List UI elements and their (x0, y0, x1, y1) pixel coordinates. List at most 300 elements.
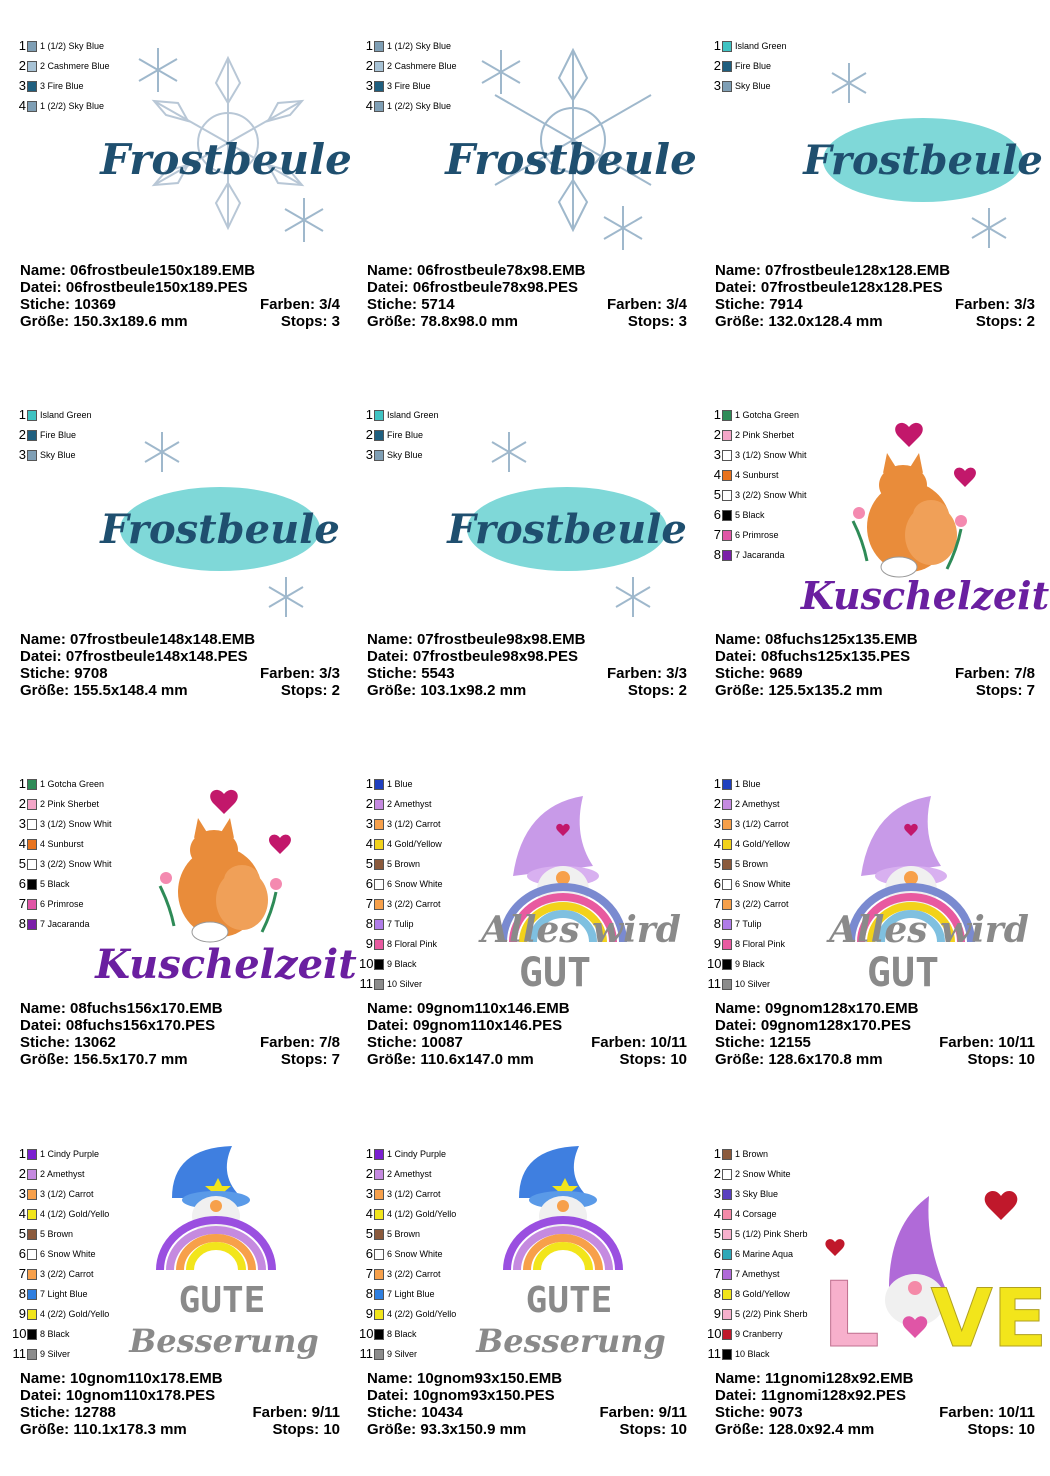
color-swatch (722, 1149, 732, 1160)
color-row (359, 1304, 456, 1324)
color-name: 7 Light Blue (40, 1289, 88, 1299)
color-index: 11 (359, 1346, 373, 1361)
color-swatch (374, 1249, 384, 1260)
color-name: 2 Amethyst (387, 1169, 432, 1179)
color-name: 4 (1/2) Gold/Yello (387, 1209, 457, 1219)
color-row (359, 1344, 456, 1364)
color-index: 1 (18, 38, 26, 53)
color-index: 3 (365, 78, 373, 93)
color-index: 2 (18, 427, 26, 442)
color-row (12, 1304, 109, 1324)
color-index: 4 (18, 836, 26, 851)
color-index: 6 (713, 876, 721, 891)
frostbeule-oval-artwork (100, 397, 346, 627)
color-swatch (374, 839, 384, 850)
stitch-count: 12788 (74, 1404, 116, 1421)
color-count: 10/11 (998, 1404, 1035, 1421)
design-size: 110.6x147.0 mm (420, 1051, 534, 1068)
stop-count: 10 (323, 1421, 340, 1438)
color-name: 5 Brown (387, 1229, 421, 1239)
file-name: 10gnom110x178.EMB (70, 1370, 223, 1387)
color-row (12, 874, 112, 894)
color-index: 1 (713, 38, 721, 53)
color-swatch (27, 1189, 37, 1200)
color-row (707, 854, 791, 874)
design-size: 132.0x128.4 mm (768, 313, 883, 330)
gnome-love-artwork (811, 1136, 1048, 1368)
color-name: 6 Primrose (40, 899, 84, 909)
color-row (707, 1284, 808, 1304)
color-row (707, 894, 791, 914)
color-index: 8 (713, 916, 721, 931)
color-row (359, 56, 457, 76)
color-row (12, 405, 92, 425)
color-row (707, 1344, 808, 1364)
color-index: 2 (713, 1166, 721, 1181)
color-name: 7 Jacaranda (735, 550, 785, 560)
color-count: 9/11 (658, 1404, 687, 1421)
color-name: 8 Black (387, 1329, 417, 1339)
gnome-besserung-artwork (116, 1136, 346, 1366)
color-row (707, 76, 787, 96)
color-name: 3 (2/2) Carrot (387, 899, 441, 909)
color-name: 2 Amethyst (735, 799, 780, 809)
color-name: 4 Sunburst (40, 839, 84, 849)
color-name: 7 Light Blue (387, 1289, 435, 1299)
color-name: 3 (2/2) Carrot (40, 1269, 94, 1279)
color-row (707, 1304, 808, 1324)
color-list (707, 774, 791, 994)
color-index: 3 (18, 447, 26, 462)
file-name: 07frostbeule128x128.EMB (765, 262, 951, 279)
color-swatch (374, 959, 384, 970)
color-row (12, 36, 110, 56)
stitch-count: 10369 (74, 296, 116, 313)
stop-count: 10 (670, 1051, 687, 1068)
design-info: Name: 06frostbeule150x189.EMB Datei: 06frostbeule150x189.PES Stiche: 10369 Farben: 3/4 Größe: 150.3x189.6 mm Stops: 3 (20, 262, 340, 330)
color-index: 1 (18, 407, 26, 422)
color-index: 4 (713, 467, 721, 482)
design-card (6, 746, 357, 1106)
color-name: 5 Brown (387, 859, 421, 869)
color-name: 10 Silver (735, 979, 771, 989)
color-name: Island Green (735, 41, 787, 51)
color-name: 1 (1/2) Sky Blue (40, 41, 105, 51)
color-swatch (722, 1229, 732, 1240)
color-index: 2 (365, 427, 373, 442)
file-datei: 08fuchs125x135.PES (760, 648, 911, 665)
file-datei: 06frostbeule150x189.PES (65, 279, 248, 296)
color-name: 5 Black (40, 879, 70, 889)
color-index: 1 (18, 1146, 26, 1161)
color-index: 5 (713, 856, 721, 871)
color-index: 1 (18, 776, 26, 791)
color-row (359, 854, 443, 874)
color-name: 2 Snow White (735, 1169, 791, 1179)
color-index: 4 (365, 1206, 373, 1221)
color-name: 4 Gold/Yellow (735, 839, 790, 849)
design-card (6, 377, 346, 737)
color-name: 5 Brown (40, 1229, 74, 1239)
design-card (353, 377, 693, 737)
color-name: Fire Blue (40, 430, 77, 440)
color-swatch (722, 490, 732, 501)
color-row (707, 974, 791, 994)
color-index: 3 (18, 1186, 26, 1201)
color-name: 5 Black (735, 510, 765, 520)
color-index: 2 (365, 58, 373, 73)
color-name: 8 Floral Pink (735, 939, 786, 949)
color-swatch (27, 61, 37, 72)
design-size: 78.8x98.0 mm (420, 313, 518, 330)
color-name: 2 Cashmere Blue (40, 61, 110, 71)
color-name: 6 Snow White (735, 879, 791, 889)
color-row (707, 485, 807, 505)
color-swatch (722, 41, 732, 52)
color-name: 3 (1/2) Carrot (40, 1189, 94, 1199)
stitch-count: 12155 (769, 1034, 811, 1051)
stitch-count: 9073 (769, 1404, 803, 1421)
color-swatch (374, 939, 384, 950)
color-count: 3/4 (666, 296, 687, 313)
color-list (12, 1144, 109, 1364)
color-swatch (722, 879, 732, 890)
color-index: 3 (713, 1186, 721, 1201)
color-index: 3 (713, 816, 721, 831)
color-name: 7 Jacaranda (40, 919, 90, 929)
color-swatch (27, 101, 37, 112)
color-swatch (374, 979, 384, 990)
color-row (359, 445, 439, 465)
color-swatch (27, 410, 37, 421)
color-index: 2 (365, 1166, 373, 1181)
color-row (12, 1204, 109, 1224)
color-swatch (27, 1169, 37, 1180)
color-row (359, 405, 439, 425)
color-row (359, 1224, 456, 1244)
file-name: 09gnom128x170.EMB (765, 1000, 919, 1017)
color-index: 8 (713, 1286, 721, 1301)
color-name: Island Green (40, 410, 92, 420)
color-name: 1 Gotcha Green (40, 779, 105, 789)
color-name: 3 (2/2) Carrot (387, 1269, 441, 1279)
color-row (359, 1244, 456, 1264)
color-name: 1 (2/2) Sky Blue (40, 101, 105, 111)
color-row (12, 914, 112, 934)
file-datei: 07frostbeule98x98.PES (412, 648, 578, 665)
design-card (701, 746, 1041, 1106)
color-row (359, 1264, 456, 1284)
color-row (359, 1204, 456, 1224)
color-name: 9 Black (387, 959, 417, 969)
color-name: 2 Amethyst (387, 799, 432, 809)
color-swatch (27, 1269, 37, 1280)
color-swatch (722, 1329, 732, 1340)
color-index: 3 (365, 816, 373, 831)
design-text: Alles wird (829, 909, 1029, 951)
color-row (12, 1264, 109, 1284)
design-text: Kuschelzeit (800, 573, 1050, 618)
color-index: 4 (365, 98, 373, 113)
color-name: 7 Tulip (387, 919, 414, 929)
color-index: 7 (365, 1266, 373, 1281)
color-name: 3 Sky Blue (735, 1189, 779, 1199)
frostbeule-oval-artwork (447, 397, 693, 627)
color-swatch (722, 939, 732, 950)
color-row (707, 505, 807, 525)
color-row (707, 1324, 808, 1344)
color-index: 11 (707, 1346, 721, 1361)
color-index: 4 (18, 1206, 26, 1221)
design-size: 103.1x98.2 mm (420, 682, 527, 699)
color-name: 3 (2/2) Snow Whit (40, 859, 112, 869)
color-name: Fire Blue (735, 61, 772, 71)
design-text: L (822, 1263, 880, 1368)
color-index: 11 (359, 976, 373, 991)
color-swatch (722, 430, 732, 441)
color-count: 9/11 (311, 1404, 340, 1421)
fox-kuschelzeit-artwork (800, 397, 1050, 627)
color-swatch (374, 919, 384, 930)
color-swatch (374, 1229, 384, 1240)
color-row (707, 445, 807, 465)
design-text: Frostbeule (447, 506, 687, 553)
color-index: 2 (365, 796, 373, 811)
color-row (359, 794, 443, 814)
color-swatch (27, 839, 37, 850)
color-name: 6 Snow White (40, 1249, 96, 1259)
color-list (707, 1144, 808, 1364)
design-text: Frostbeule (100, 506, 340, 553)
color-index: 2 (18, 796, 26, 811)
design-card (701, 1116, 1048, 1476)
color-list (12, 36, 110, 116)
color-index: 7 (713, 527, 721, 542)
design-card (353, 8, 697, 368)
design-size: 128.0x92.4 mm (768, 1421, 875, 1438)
color-row (359, 894, 443, 914)
color-index: 5 (713, 1226, 721, 1241)
color-index: 3 (713, 78, 721, 93)
color-swatch (722, 1189, 732, 1200)
color-swatch (374, 1149, 384, 1160)
color-row (12, 854, 112, 874)
design-card (353, 1116, 693, 1476)
color-row (12, 1244, 109, 1264)
color-index: 8 (713, 547, 721, 562)
color-swatch (374, 1169, 384, 1180)
color-name: 2 Cashmere Blue (387, 61, 457, 71)
color-swatch (722, 470, 732, 481)
design-card (701, 8, 1041, 368)
color-count: 10/11 (998, 1034, 1035, 1051)
frostbeule-oval-artwork (803, 28, 1043, 258)
color-swatch (722, 959, 732, 970)
color-name: 2 Pink Sherbet (40, 799, 100, 809)
file-datei: 09gnom128x170.PES (760, 1017, 911, 1034)
stitch-count: 5714 (421, 296, 455, 313)
color-name: 9 Cranberry (735, 1329, 783, 1339)
color-row (12, 1324, 109, 1344)
color-name: 1 Blue (387, 779, 413, 789)
color-row (12, 1144, 109, 1164)
color-row (359, 914, 443, 934)
design-card (353, 746, 693, 1106)
design-text-2: Besserung (129, 1322, 319, 1360)
color-index: 1 (713, 776, 721, 791)
file-name: 07frostbeule98x98.EMB (417, 631, 586, 648)
design-info: Name: 06frostbeule78x98.EMB Datei: 06frostbeule78x98.PES Stiche: 5714 Farben: 3/4 Größe: 78.8x98.0 mm Stops: 3 (367, 262, 687, 330)
color-row (12, 56, 110, 76)
color-name: 9 Silver (40, 1349, 71, 1359)
file-name: 08fuchs125x135.EMB (765, 631, 918, 648)
color-name: 1 Cindy Purple (387, 1149, 447, 1159)
color-row (12, 894, 112, 914)
color-index: 9 (713, 1306, 721, 1321)
design-info: Name: 07frostbeule98x98.EMB Datei: 07frostbeule98x98.PES Stiche: 5543 Farben: 3/3 Größe: 103.1x98.2 mm Stops: 2 (367, 631, 687, 699)
file-name: 10gnom93x150.EMB (417, 1370, 563, 1387)
color-swatch (722, 979, 732, 990)
color-row (12, 1224, 109, 1244)
color-index: 4 (18, 98, 26, 113)
color-swatch (27, 450, 37, 461)
color-row (707, 954, 791, 974)
color-swatch (27, 899, 37, 910)
color-index: 6 (18, 1246, 26, 1261)
design-card (701, 377, 1050, 737)
color-name: 5 Brown (735, 859, 769, 869)
color-name: 3 (1/2) Carrot (387, 1189, 441, 1199)
color-row (707, 56, 787, 76)
color-swatch (374, 81, 384, 92)
color-index: 5 (365, 1226, 373, 1241)
color-row (359, 934, 443, 954)
color-index: 10 (707, 1326, 722, 1341)
color-index: 6 (713, 507, 721, 522)
gnome-rainbow-artwork (811, 766, 1041, 996)
color-name: 2 Pink Sherbet (735, 430, 795, 440)
color-index: 5 (18, 1226, 26, 1241)
color-row (707, 834, 791, 854)
color-name: 6 Snow White (387, 879, 443, 889)
color-row (12, 774, 112, 794)
color-row (707, 405, 807, 425)
color-row (707, 874, 791, 894)
color-name: Island Green (387, 410, 439, 420)
color-name: 1 (1/2) Sky Blue (387, 41, 452, 51)
file-datei: 09gnom110x146.PES (412, 1017, 563, 1034)
color-row (707, 774, 791, 794)
color-name: 4 Gold/Yellow (387, 839, 442, 849)
design-card (6, 8, 352, 368)
design-info: Name: 08fuchs156x170.EMB Datei: 08fuchs156x170.PES Stiche: 13062 Farben: 7/8 Größe: 156.5x170.7 mm Stops: 7 (20, 1000, 340, 1068)
color-index: 9 (18, 1306, 26, 1321)
color-swatch (374, 819, 384, 830)
stitch-count: 9689 (769, 665, 803, 682)
stop-count: 7 (331, 1051, 340, 1068)
file-datei: 08fuchs156x170.PES (65, 1017, 216, 1034)
color-name: 3 (2/2) Carrot (735, 899, 789, 909)
stitch-count: 5543 (421, 665, 455, 682)
design-text: Frostbeule (803, 137, 1043, 184)
color-index: 2 (713, 796, 721, 811)
color-list (359, 36, 457, 116)
color-name: 3 (2/2) Snow Whit (735, 490, 807, 500)
color-row (707, 1184, 808, 1204)
color-index: 11 (12, 1346, 26, 1361)
design-text: Frostbeule (445, 135, 697, 184)
color-name: 10 Black (735, 1349, 770, 1359)
design-info: Name: 07frostbeule148x148.EMB Datei: 07frostbeule148x148.PES Stiche: 9708 Farben: 3/3 Größe: 155.5x148.4 mm Stops: 2 (20, 631, 340, 699)
color-name: 8 Black (40, 1329, 70, 1339)
color-swatch (722, 410, 732, 421)
color-row (707, 1204, 808, 1224)
color-swatch (722, 859, 732, 870)
color-swatch (27, 1289, 37, 1300)
stop-count: 10 (670, 1421, 687, 1438)
color-index: 4 (713, 836, 721, 851)
frostbeule-snowflake-artwork (100, 28, 352, 258)
color-name: 8 Gold/Yellow (735, 1289, 790, 1299)
color-row (359, 974, 443, 994)
color-swatch (27, 859, 37, 870)
color-swatch (722, 1249, 732, 1260)
color-row (707, 1144, 808, 1164)
color-index: 2 (713, 58, 721, 73)
stop-count: 7 (1026, 682, 1035, 699)
design-info: Name: 11gnomi128x92.EMB Datei: 11gnomi128x92.PES Stiche: 9073 Farben: 10/11 Größe: 128.0x92.4 mm Stops: 10 (715, 1370, 1035, 1438)
color-row (359, 1184, 456, 1204)
color-index: 1 (713, 1146, 721, 1161)
color-name: 3 (1/2) Carrot (387, 819, 441, 829)
color-name: 10 Silver (387, 979, 423, 989)
file-name: 08fuchs156x170.EMB (70, 1000, 223, 1017)
color-index: 2 (18, 1166, 26, 1181)
color-row (12, 794, 112, 814)
color-name: 7 Tulip (735, 919, 762, 929)
color-row (359, 36, 457, 56)
color-index: 9 (365, 1306, 373, 1321)
color-swatch (722, 1209, 732, 1220)
color-name: 9 Black (735, 959, 765, 969)
color-row (12, 76, 110, 96)
design-size: 155.5x148.4 mm (73, 682, 188, 699)
color-index: 5 (365, 856, 373, 871)
color-row (707, 1164, 808, 1184)
color-index: 6 (365, 876, 373, 891)
design-info: Name: 10gnom93x150.EMB Datei: 10gnom93x150.PES Stiche: 10434 Farben: 9/11 Größe: 93.3x150.9 mm Stops: 10 (367, 1370, 687, 1438)
color-row (359, 425, 439, 445)
color-name: 1 (2/2) Sky Blue (387, 101, 452, 111)
color-swatch (27, 879, 37, 890)
color-swatch (722, 510, 732, 521)
color-index: 10 (707, 956, 722, 971)
design-info: Name: 09gnom110x146.EMB Datei: 09gnom110x146.PES Stiche: 10087 Farben: 10/11 Größe: 110.6x147.0 mm Stops: 10 (367, 1000, 687, 1068)
color-swatch (722, 1169, 732, 1180)
color-swatch (722, 819, 732, 830)
color-name: 4 Sunburst (735, 470, 779, 480)
color-index: 9 (365, 936, 373, 951)
color-row (12, 445, 92, 465)
color-row (707, 934, 791, 954)
color-swatch (374, 101, 384, 112)
color-count: 3/4 (319, 296, 340, 313)
stop-count: 10 (1018, 1051, 1035, 1068)
file-datei: 10gnom93x150.PES (412, 1387, 555, 1404)
color-swatch (27, 1349, 37, 1360)
color-list (359, 405, 439, 465)
color-index: 1 (365, 407, 373, 422)
